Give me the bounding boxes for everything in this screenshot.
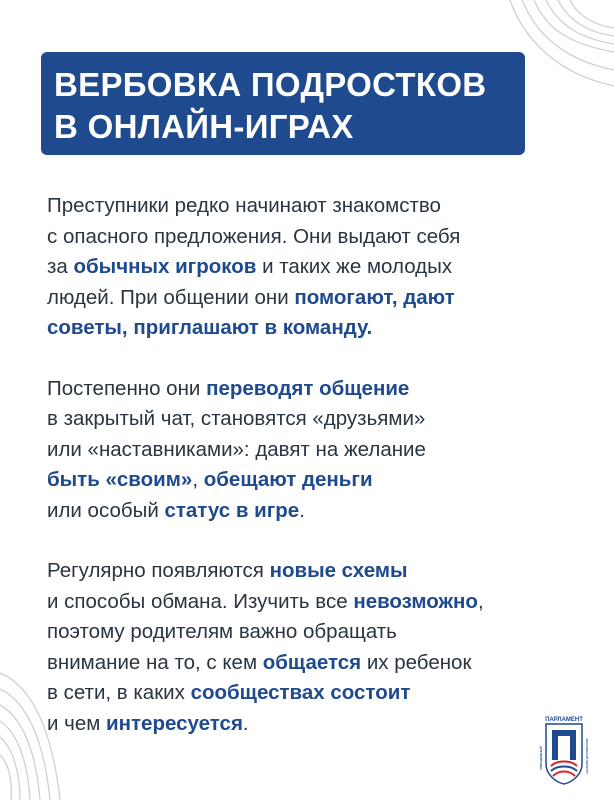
text-line (47, 252, 592, 283)
text-line (47, 191, 592, 222)
text-line (47, 435, 592, 466)
logo-text-side: МОЛОДЁЖНЫЙ (539, 746, 543, 770)
text-line (47, 222, 592, 253)
text-segment: , (192, 468, 204, 491)
text-line (47, 648, 592, 679)
highlighted-phrase: интересуется (106, 711, 243, 735)
text-segment: в закрытый чат, становятся «друзьями» (47, 407, 426, 430)
text-line (47, 283, 592, 314)
title-line-1: ВЕРБОВКА ПОДРОСТКОВ (54, 66, 487, 103)
highlighted-phrase: помогают, дают (294, 285, 455, 309)
paragraph (47, 374, 592, 527)
text-line (47, 678, 592, 709)
logo-text-side-2: МОСКОВСКОЙ ОБЛАСТИ (585, 738, 589, 774)
text-line (47, 374, 592, 405)
paragraph (47, 556, 592, 739)
text-line (47, 556, 592, 587)
text-line (47, 465, 592, 496)
text-segment: , (477, 589, 484, 613)
text-segment: Регулярно появляются (47, 559, 270, 582)
highlighted-phrase: невозможно (353, 589, 478, 613)
highlighted-phrase: быть «своим» (47, 468, 193, 491)
text-segment: в сети, в каких (47, 681, 191, 704)
text-segment: с опасного предложения. Они выдают себя (47, 224, 461, 248)
highlighted-phrase: сообществах состоит (190, 681, 411, 704)
highlighted-phrase: обещают деньги (203, 468, 373, 491)
youth-parliament-logo (537, 712, 591, 786)
text-line (47, 587, 592, 618)
text-segment: их ребенок (361, 650, 472, 674)
text-segment: . (299, 498, 305, 522)
logo-text-top: ПАРЛАМЕНТ (545, 717, 583, 723)
highlighted-phrase: статус в игре (164, 498, 300, 522)
body-text (47, 191, 592, 769)
highlighted-phrase: советы, приглашают в команду. (47, 316, 373, 339)
text-segment: и таких же молодых (256, 255, 453, 278)
text-segment: или «наставниками»: давят на желание (47, 437, 426, 461)
highlighted-phrase: общается (262, 650, 362, 674)
highlighted-phrase: переводят общение (206, 376, 410, 400)
text-segment: и чем (47, 711, 107, 735)
text-segment: и способы обмана. Изучить все (47, 589, 354, 613)
text-segment: людей. При общении они (47, 285, 295, 309)
text-segment: . (242, 711, 249, 735)
text-segment: или особый (47, 498, 165, 522)
text-segment: за (47, 255, 74, 278)
paragraph (47, 191, 592, 344)
text-line (47, 313, 592, 344)
text-line (47, 709, 592, 740)
text-segment: Преступники редко начинают знакомство (47, 194, 441, 217)
text-line (47, 404, 592, 435)
text-segment: Постепенно они (47, 376, 207, 400)
text-line (47, 496, 592, 527)
text-line (47, 617, 592, 648)
highlighted-phrase: обычных игроков (73, 255, 257, 278)
text-segment: поэтому родителям важно обращать (47, 620, 397, 643)
title-banner (41, 52, 525, 155)
highlighted-phrase: новые схемы (269, 559, 408, 582)
text-segment: внимание на то, с кем (47, 650, 263, 674)
title-line-2: В ОНЛАЙН-ИГРАХ (54, 108, 354, 145)
